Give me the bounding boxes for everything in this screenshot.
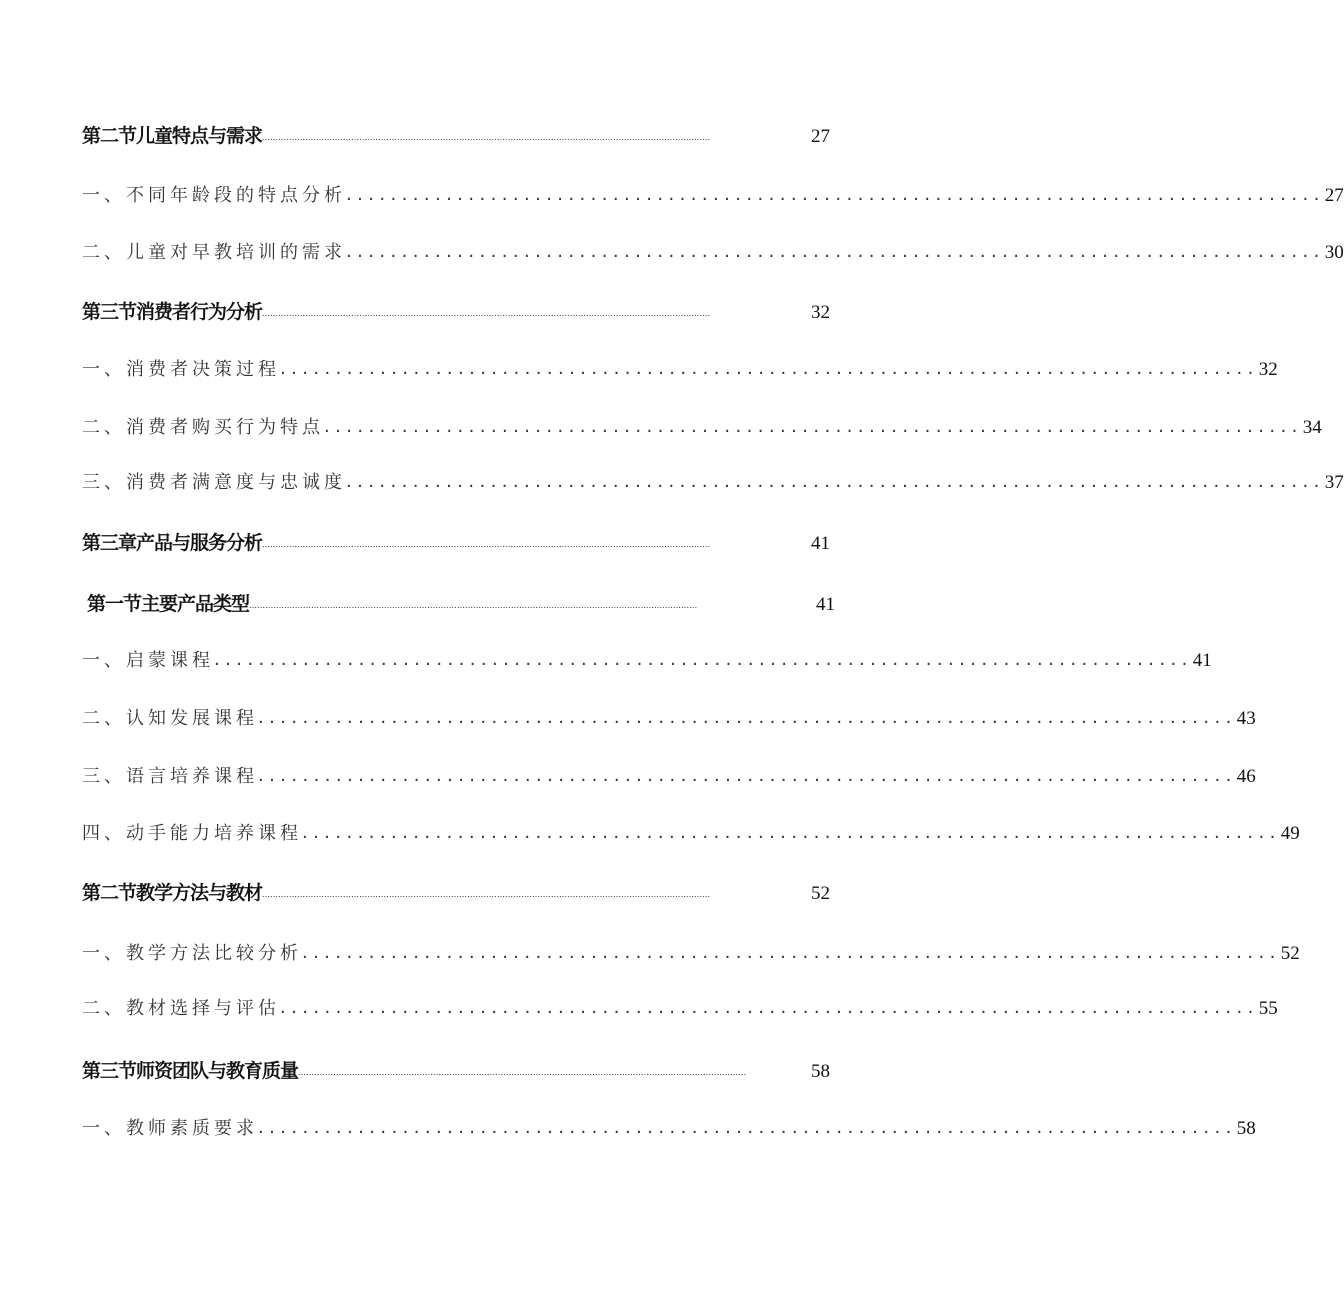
toc-entry-title: 第三章产品与服务分析 (82, 532, 263, 554)
toc-entry-title: 三、消费者满意度与忠诚度 (82, 472, 346, 493)
toc-entry[interactable] (82, 413, 1322, 439)
dot-leader: ...................................................................................................................................................................... (262, 539, 711, 549)
toc-entry[interactable] (82, 355, 1278, 381)
toc-entry-title: 三、语言培养课程 (82, 766, 258, 787)
toc-page-number: 32 (1258, 359, 1278, 380)
dot-leader: ...................................................................................................................................................................... (249, 600, 698, 610)
toc-entry[interactable] (82, 1114, 1256, 1140)
toc-entry[interactable] (82, 646, 1212, 672)
dot-leader: ........................................................................................ (302, 942, 1281, 963)
toc-entry[interactable] (82, 528, 830, 555)
toc-entry[interactable] (82, 121, 830, 148)
toc-entry-title: 第一节主要产品类型 (87, 593, 250, 615)
dot-leader: ........................................................................................ (346, 471, 1325, 492)
toc-page-number: 49 (1280, 823, 1300, 844)
toc-page-number: 34 (1302, 417, 1322, 438)
dot-leader: ...................................................................................................................................................................... (262, 889, 711, 899)
toc-page-number: 58 (811, 1061, 830, 1082)
toc-entry[interactable] (82, 1056, 830, 1083)
dot-leader: ........................................................................................ (346, 184, 1325, 205)
dot-leader: ........................................................................................ (346, 241, 1325, 262)
toc-entry[interactable] (82, 762, 1256, 788)
toc-entry-title: 第二节儿童特点与需求 (82, 125, 263, 147)
toc-entry[interactable] (82, 181, 1344, 207)
dot-leader: ........................................................................................ (280, 358, 1259, 379)
toc-entry[interactable] (82, 878, 830, 905)
dot-leader: ........................................................................................ (258, 765, 1237, 786)
dot-leader: ...................................................................................................................................................................... (262, 132, 711, 142)
toc-page-number: 41 (1192, 650, 1212, 671)
toc-entry-title: 第二节教学方法与教材 (82, 882, 263, 904)
dot-leader: ........................................................................................ (258, 707, 1237, 728)
toc-entry[interactable] (82, 994, 1278, 1020)
toc-page-number: 37 (1324, 472, 1344, 493)
toc-entry[interactable] (82, 704, 1256, 730)
dot-leader: ........................................................................................ (302, 822, 1281, 843)
toc-entry-title: 一、消费者决策过程 (82, 359, 280, 380)
toc-entry-title: 四、动手能力培养课程 (82, 823, 302, 844)
toc-entry[interactable] (82, 939, 1300, 965)
dot-leader: ........................................................................................ (258, 1117, 1237, 1138)
toc-page-number: 55 (1258, 998, 1278, 1019)
dot-leader: ........................................................................................ (324, 416, 1303, 437)
toc-entry[interactable] (82, 297, 830, 324)
toc-page-number: 41 (811, 533, 830, 554)
toc-entry[interactable] (82, 468, 1344, 494)
toc-page-number: 30 (1324, 242, 1344, 263)
toc-entry[interactable] (82, 238, 1344, 264)
toc-page-number: 32 (811, 302, 830, 323)
toc-page-number: 27 (1324, 185, 1344, 206)
toc-entry-title: 一、教学方法比较分析 (82, 943, 302, 964)
toc-page-number: 52 (811, 883, 830, 904)
toc-entry-title: 二、消费者购买行为特点 (82, 417, 324, 438)
toc-page-number: 41 (816, 594, 835, 615)
toc-entry-title: 二、认知发展课程 (82, 708, 258, 729)
toc-entry-title: 一、不同年龄段的特点分析 (82, 185, 346, 206)
toc-entry-title: 二、教材选择与评估 (82, 998, 280, 1019)
toc-entry-title: 第三节师资团队与教育质量 (82, 1060, 299, 1082)
dot-leader: ...................................................................................................................................................................... (262, 308, 711, 318)
toc-page-number: 46 (1236, 766, 1256, 787)
dot-leader: ...................................................................................................................................................................... (298, 1067, 747, 1077)
toc-page-number: 27 (811, 126, 830, 147)
toc-entry-title: 第三节消费者行为分析 (82, 301, 263, 323)
toc-entry[interactable] (87, 589, 835, 616)
dot-leader: ........................................................................................ (214, 649, 1193, 670)
toc-page-number: 52 (1280, 943, 1300, 964)
toc-entry[interactable] (82, 819, 1300, 845)
toc-page-number: 58 (1236, 1118, 1256, 1139)
toc-entry-title: 一、启蒙课程 (82, 650, 214, 671)
toc-entry-title: 一、教师素质要求 (82, 1118, 258, 1139)
toc-page-number: 43 (1236, 708, 1256, 729)
toc-entry-title: 二、儿童对早教培训的需求 (82, 242, 346, 263)
dot-leader: ........................................................................................ (280, 997, 1259, 1018)
